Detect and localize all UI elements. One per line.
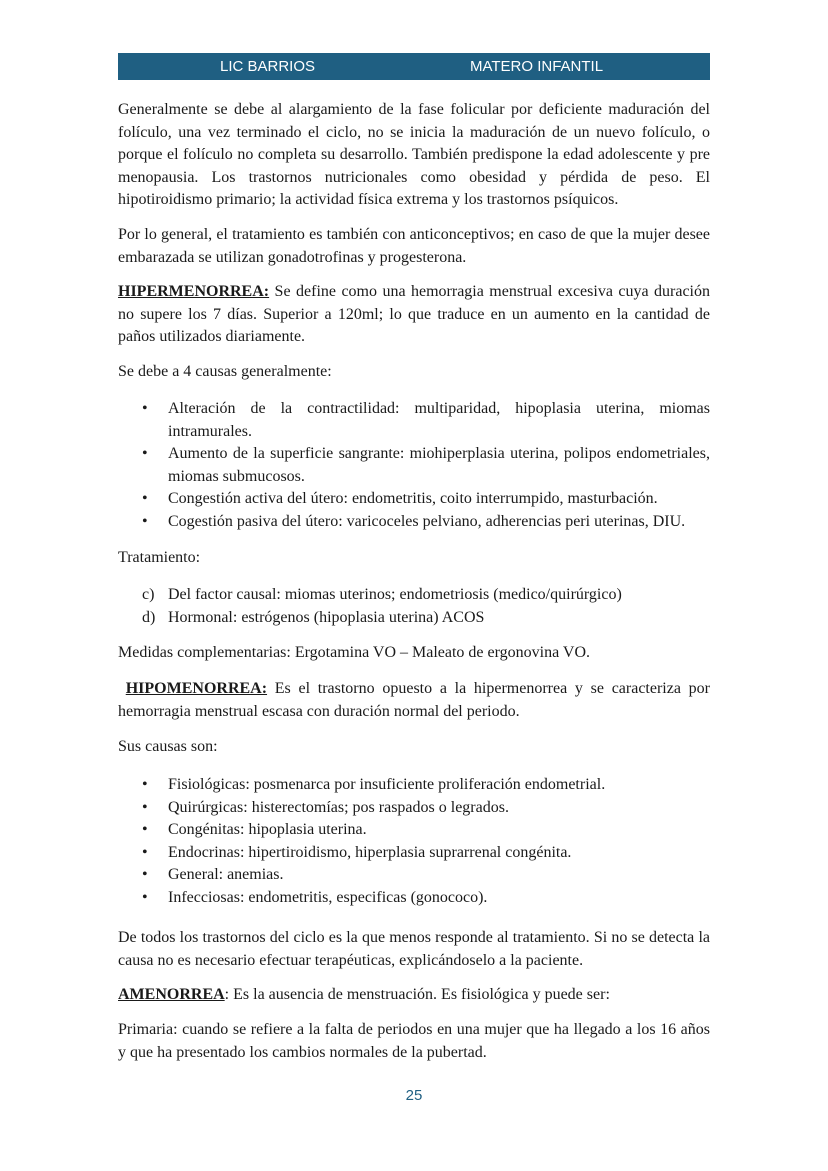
item-marker: d) (142, 608, 156, 626)
list-item: • General: anemias. (142, 866, 284, 883)
term: HIPOMENORREA: (125, 680, 268, 697)
item-text: Quirúrgicas: histerectomías; pos raspados o legrados. (168, 798, 509, 816)
list-item: • Cogestión pasiva del útero: varicoceles pelviano, adherencias peri uterinas, DIU. (142, 512, 686, 530)
definition-text: : Es la ausencia de menstruación. Es fisiológica y puede ser: (224, 986, 610, 1003)
list-item: • Infecciosas: endometritis, especificas (gonococo). (142, 888, 488, 906)
paragraph-treatment: Por lo general, el tratamiento es también con anticonceptivos; en caso de que la mujer desee embarazada se utilizan gonadotrofinas y progesterona. (118, 226, 710, 266)
list-item: • Congestión activa del útero: endometritis, coito interrumpido, masturbación. (142, 490, 658, 507)
definition-text: Se define como una hemorragia menstrual excesiva cuya duración no supere los 7 días. Superior a 120ml; lo que traduce en un aumento en la cantidad de paños utilizados diariamente. (118, 283, 710, 345)
item-text: Infecciosas: endometritis, especificas (gonococo). (168, 888, 488, 906)
term: AMENORREA (118, 986, 225, 1003)
treatment-list (118, 584, 710, 629)
page-header (118, 53, 710, 80)
definition-text: Es el trastorno opuesto a la hipermenorrea y se caracteriza por hemorragia menstrual escasa con duración normal del periodo. (118, 680, 710, 720)
item-text: Alteración de la contractilidad: multiparidad, hipoplasia uterina, miomas intramurales. (168, 400, 710, 440)
item-marker: c) (142, 586, 155, 603)
list-item: • Aumento de la superficie sangrante: miohiperplasia uterina, polipos endometriales, miomas submucosos. (142, 445, 710, 485)
hiper-causes-list (118, 398, 710, 533)
list-item (118, 584, 710, 607)
medidas-complementarias: Medidas complementarias: Ergotamina VO – Maleato de ergonovina VO. (118, 644, 591, 661)
paragraph-causes: Generalmente se debe al alargamiento de la fase folicular por deficiente maduración del folículo, una vez terminado el ciclo, no se inicia la maduración de un nuevo folículo, o porque el folículo no completa su desarrollo. También predispone la edad adolescente y pre menopausia. Los trastornos nutricionales como obesidad y pérdida de peso. El hipotiroidismo primario; la actividad física extrema y los trastornos psíquicos. (118, 101, 710, 208)
list-item: • Congénitas: hipoplasia uterina. (142, 821, 367, 838)
hipermenorrea-definition (118, 281, 710, 349)
term: HIPERMENORREA: (118, 283, 270, 300)
paragraph-primaria: Primaria: cuando se refiere a la falta de periodos en una mujer que ha llegado a los 16 años y que ha presentado los cambios normales de la pubertad. (118, 1021, 710, 1061)
item-text: Hormonal: estrógenos (hipoplasia uterina) ACOS (168, 608, 485, 626)
list-item (118, 607, 710, 630)
item-text: Cogestión pasiva del útero: varicoceles pelviano, adherencias peri uterinas, DIU. (168, 512, 686, 530)
header-subject: MATERO INFANTIL (470, 58, 604, 75)
amenorrea-definition (118, 984, 710, 1007)
item-text: Fisiológicas: posmenarca por insuficiente proliferación endometrial. (168, 776, 606, 793)
paragraph-response: De todos los trastornos del ciclo es la que menos responde al tratamiento. Si no se detecta la causa no es necesario efectuar terapéuticas, explicándoselo a la paciente. (118, 929, 710, 969)
treatment-label: Tratamiento: (118, 549, 201, 566)
hipomenorrea-definition (118, 678, 710, 723)
page-number: 25 (405, 1087, 423, 1104)
item-text: Endocrinas: hipertiroidismo, hiperplasia suprarrenal congénita. (168, 843, 572, 861)
causes-intro: Se debe a 4 causas generalmente: (118, 363, 332, 380)
item-text: General: anemias. (168, 866, 284, 883)
item-text: Aumento de la superficie sangrante: miohiperplasia uterina, polipos endometriales, miomas submucosos. (168, 445, 710, 485)
item-text: Del factor causal: miomas uterinos; endometriosis (medico/quirúrgico) (168, 586, 622, 603)
header-author: LIC BARRIOS (220, 58, 316, 75)
hipo-causes-list (118, 774, 710, 909)
hipo-causes-intro: Sus causas son: (118, 738, 218, 755)
item-text: Congénitas: hipoplasia uterina. (168, 821, 367, 838)
item-text: Congestión activa del útero: endometritis, coito interrumpido, masturbación. (168, 490, 658, 507)
list-item: • Quirúrgicas: histerectomías; pos raspados o legrados. (142, 798, 509, 816)
list-item: • Endocrinas: hipertiroidismo, hiperplasia suprarrenal congénita. (142, 843, 572, 861)
list-item: • Alteración de la contractilidad: multiparidad, hipoplasia uterina, miomas intramurales. (142, 400, 710, 440)
list-item: • Fisiológicas: posmenarca por insuficiente proliferación endometrial. (142, 776, 606, 793)
